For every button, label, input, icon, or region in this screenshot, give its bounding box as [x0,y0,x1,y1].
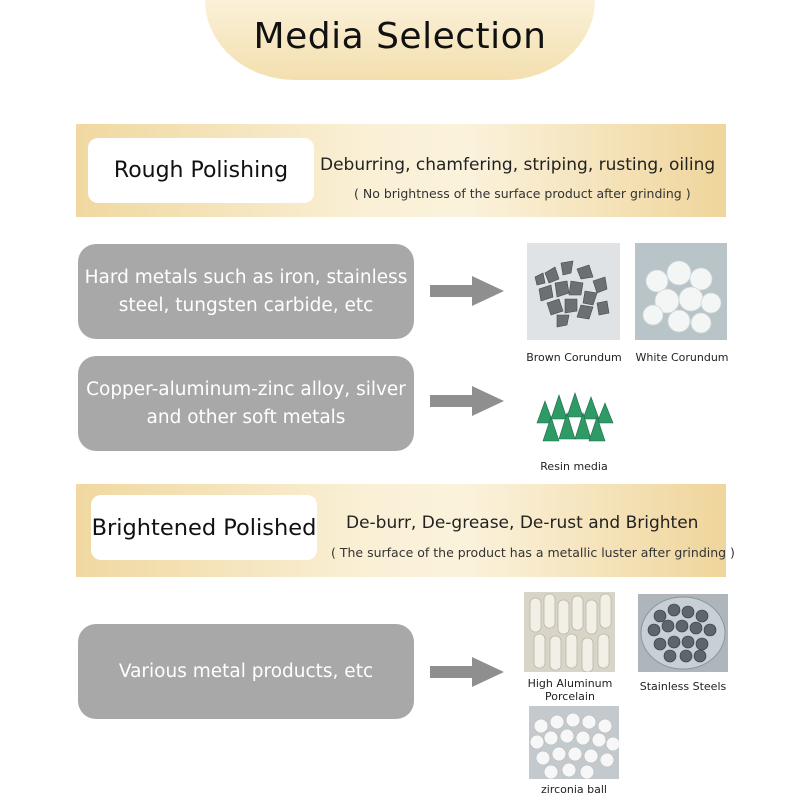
rough-polishing-label: Rough Polishing [88,138,314,203]
category-various-metals-text: Various metal products, etc [118,660,374,682]
white-corundum-image [635,243,727,340]
arrow-right-icon [430,386,504,416]
rough-polishing-description: Deburring, chamfering, striping, rusting, oiling [320,155,716,175]
category-soft-metals [78,356,414,451]
zirconia-ball-caption: zirconia ball [541,783,607,796]
brightened-polished-note: ( The surface of the product has a metallic luster after grinding ) [331,545,735,560]
high-aluminum-porcelain-caption: High Aluminum Porcelain [527,677,613,703]
arrow-right-icon [430,276,504,306]
page-title: Media Selection [253,16,547,57]
resin-media-image [527,383,620,455]
category-hard-metals [78,244,414,339]
rough-polishing-banner [76,124,726,217]
resin-media-caption: Resin media [540,460,608,473]
brightened-polished-label: Brightened Polished [91,495,317,560]
zirconia-ball-image [529,706,619,779]
stainless-steels-caption: Stainless Steels [639,680,727,693]
rough-polishing-note: ( No brightness of the surface product after grinding ) [354,186,691,201]
category-soft-metals-text: Copper-aluminum-zinc alloy, silver and other soft metals [86,378,406,428]
category-hard-metals-text: Hard metals such as iron, stainless steel, tungsten carbide, etc [84,266,408,316]
brown-corundum-caption: Brown Corundum [526,351,622,364]
white-corundum-caption: White Corundum [635,351,729,364]
title-tab [205,0,595,80]
stainless-steels-image [638,594,728,672]
brightened-polished-banner [76,484,735,577]
brown-corundum-image [527,243,620,340]
high-aluminum-porcelain-image [524,592,615,672]
category-various-metals [78,624,414,719]
arrow-right-icon [430,657,504,687]
brightened-polished-description: De-burr, De-grease, De-rust and Brighten [346,513,699,533]
